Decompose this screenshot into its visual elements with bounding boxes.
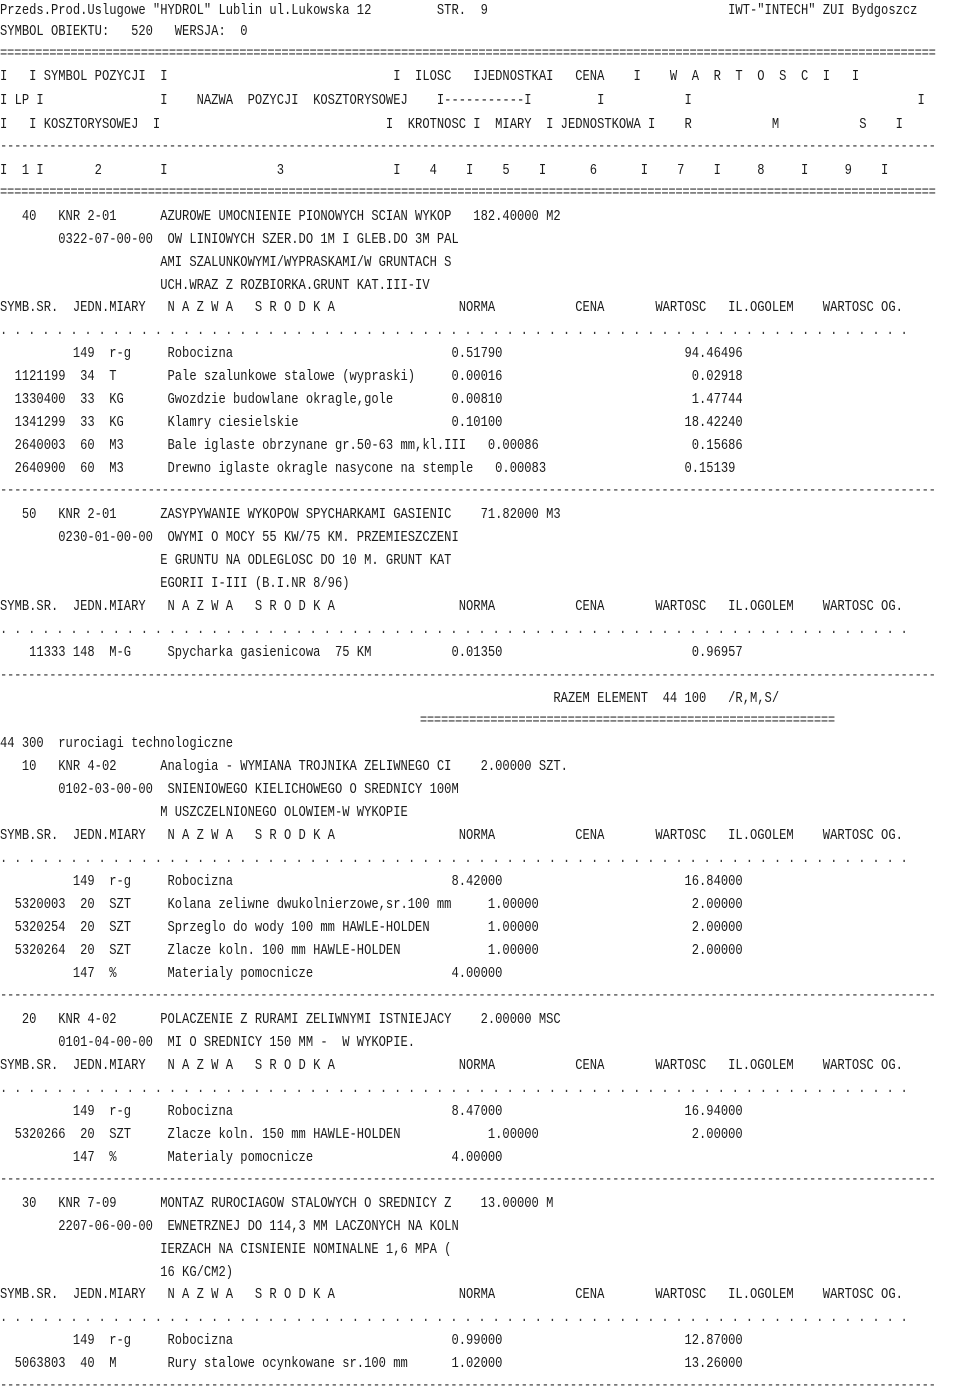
item-line: 40 KNR 2-01 AZUROWE UMOCNIENIE PIONOWYCH SCIAN WYKOP 182.40000 M2	[0, 209, 561, 225]
dotted-rule: . . . . . . . . . . . . . . . . . . . . . . . . . . . . . . . . . . . . . . . . . . . . . . . . . . . . . . . . . . . . . . . . .	[0, 1081, 908, 1097]
resource-row: 5320266 20 SZT Zlacze koln. 150 mm HAWLE-HOLDEN 1.00000 2.00000	[0, 1127, 743, 1143]
column-header: SYMB.SR. JEDN.MIARY N A Z W A S R O D K A NORMA CENA WARTOSC IL.OGOLEM WARTOSC OG.	[0, 1287, 903, 1303]
item-line: M USZCZELNIONEGO OLOWIEM-W WYKOPIE	[0, 805, 408, 821]
single-rule: -------------------------------------------------------------------------------------------------------------------------------------	[0, 1378, 936, 1394]
resource-row: 149 r-g Robocizna 0.99000 12.87000	[0, 1333, 743, 1349]
single-rule: -------------------------------------------------------------------------------------------------------------------------------------	[0, 483, 936, 499]
double-rule: =====================================================================================================================================	[0, 46, 936, 62]
resource-row: 5320254 20 SZT Sprzeglo do wody 100 mm HAWLE-HOLDEN 1.00000 2.00000	[0, 920, 743, 936]
double-rule: =====================================================================================================================================	[0, 185, 936, 201]
column-header: SYMB.SR. JEDN.MIARY N A Z W A S R O D K A NORMA CENA WARTOSC IL.OGOLEM WARTOSC OG.	[0, 828, 903, 844]
resource-row: 149 r-g Robocizna 8.42000 16.84000	[0, 874, 743, 890]
item-line: AMI SZALUNKOWYMI/WYPRASKAMI/W GRUNTACH S	[0, 255, 452, 271]
table-header-row-2: I LP I I NAZWA POZYCJI KOSZTORYSOWEJ I-----------I I I I	[0, 93, 925, 109]
header-line-2: SYMBOL OBIEKTU: 520 WERSJA: 0	[0, 24, 248, 40]
resource-row: 149 r-g Robocizna 8.47000 16.94000	[0, 1104, 743, 1120]
item-line: 0101-04-00-00 MI O SREDNICY 150 MM - W WYKOPIE.	[0, 1035, 416, 1051]
header-line-1: Przeds.Prod.Uslugowe "HYDROL" Lublin ul.Lukowska 12 STR. 9 IWT-"INTECH" ZUI Bydgoszcz	[0, 3, 918, 19]
table-header-row-1: I I SYMBOL POZYCJI I I ILOSC IJEDNOSTKAI CENA I W A R T O S C I I	[0, 69, 860, 85]
item-line: IERZACH NA CISNIENIE NOMINALNE 1,6 MPA (	[0, 1242, 452, 1258]
column-header: SYMB.SR. JEDN.MIARY N A Z W A S R O D K A NORMA CENA WARTOSC IL.OGOLEM WARTOSC OG.	[0, 599, 903, 615]
item-line: 20 KNR 4-02 POLACZENIE Z RURAMI ZELIWNYMI ISTNIEJACY 2.00000 MSC	[0, 1012, 561, 1028]
item-line: 50 KNR 2-01 ZASYPYWANIE WYKOPOW SPYCHARKAMI GASIENIC 71.82000 M3	[0, 507, 561, 523]
item-line: 2207-06-00-00 EWNETRZNEJ DO 114,3 MM LACZONYCH NA KOLN	[0, 1219, 459, 1235]
item-line: UCH.WRAZ Z ROZBIORKA.GRUNT KAT.III-IV	[0, 278, 430, 294]
resource-row: 1121199 34 T Pale szalunkowe stalowe (wypraski) 0.00016 0.02918	[0, 369, 743, 385]
dotted-rule: . . . . . . . . . . . . . . . . . . . . . . . . . . . . . . . . . . . . . . . . . . . . . . . . . . . . . . . . . . . . . . . . .	[0, 622, 908, 638]
resource-row: 1341299 33 KG Klamry ciesielskie 0.10100 18.42240	[0, 415, 743, 431]
single-rule: -------------------------------------------------------------------------------------------------------------------------------------	[0, 1172, 936, 1188]
item-line: 30 KNR 7-09 MONTAZ RUROCIAGOW STALOWYCH O SREDNICY Z 13.00000 M	[0, 1196, 554, 1212]
single-rule: -------------------------------------------------------------------------------------------------------------------------------------	[0, 668, 936, 684]
table-header-row-3: I I KOSZTORYSOWEJ I I KROTNOSC I MIARY I JEDNOSTKOWA I R M S I	[0, 117, 903, 133]
dotted-rule: . . . . . . . . . . . . . . . . . . . . . . . . . . . . . . . . . . . . . . . . . . . . . . . . . . . . . . . . . . . . . . . . .	[0, 851, 908, 867]
item-line: 0230-01-00-00 OWYMI O MOCY 55 KW/75 KM. PRZEMIESZCZENI	[0, 530, 459, 546]
section-title: 44 300 rurociagi technologiczne	[0, 736, 234, 752]
column-header: SYMB.SR. JEDN.MIARY N A Z W A S R O D K A NORMA CENA WARTOSC IL.OGOLEM WARTOSC OG.	[0, 300, 903, 316]
column-header: SYMB.SR. JEDN.MIARY N A Z W A S R O D K A NORMA CENA WARTOSC IL.OGOLEM WARTOSC OG.	[0, 1058, 903, 1074]
table-header-row-4: I 1 I 2 I 3 I 4 I 5 I 6 I 7 I 8 I 9 I	[0, 163, 889, 179]
item-line: E GRUNTU NA ODLEGLOSC DO 10 M. GRUNT KAT	[0, 553, 452, 569]
resource-row: 147 % Materialy pomocnicze 4.00000	[0, 1150, 503, 1166]
item-line: 0322-07-00-00 OW LINIOWYCH SZER.DO 1M I GLEB.DO 3M PAL	[0, 232, 459, 248]
single-rule: -------------------------------------------------------------------------------------------------------------------------------------	[0, 988, 936, 1004]
resource-row: 149 r-g Robocizna 0.51790 94.46496	[0, 346, 743, 362]
resource-row: 11333 148 M-G Spycharka gasienicowa 75 KM 0.01350 0.96957	[0, 645, 743, 661]
dotted-rule: . . . . . . . . . . . . . . . . . . . . . . . . . . . . . . . . . . . . . . . . . . . . . . . . . . . . . . . . . . . . . . . . .	[0, 1310, 908, 1326]
resource-row: 147 % Materialy pomocnicze 4.00000	[0, 966, 503, 982]
resource-row: 5320003 20 SZT Kolana zeliwne dwukolnierzowe,sr.100 mm 1.00000 2.00000	[0, 897, 743, 913]
resource-row: 5063803 40 M Rury stalowe ocynkowane sr.100 mm 1.02000 13.26000	[0, 1356, 743, 1372]
resource-row: 2640900 60 M3 Drewno iglaste okragle nasycone na stemple 0.00083 0.15139	[0, 461, 736, 477]
resource-row: 1330400 33 KG Gwozdzie budowlane okragle,gole 0.00810 1.47744	[0, 392, 743, 408]
item-line: 10 KNR 4-02 Analogia - WYMIANA TROJNIKA ZELIWNEGO CI 2.00000 SZT.	[0, 759, 568, 775]
single-rule: -------------------------------------------------------------------------------------------------------------------------------------	[0, 139, 936, 155]
item-line: 16 KG/CM2)	[0, 1265, 234, 1281]
dotted-rule: . . . . . . . . . . . . . . . . . . . . . . . . . . . . . . . . . . . . . . . . . . . . . . . . . . . . . . . . . . . . . . . . .	[0, 323, 908, 339]
resource-row: 2640003 60 M3 Bale iglaste obrzynane gr.50-63 mm,kl.III 0.00086 0.15686	[0, 438, 743, 454]
item-line: 0102-03-00-00 SNIENIOWEGO KIELICHOWEGO O SREDNICY 100M	[0, 782, 459, 798]
resource-row: 5320264 20 SZT Zlacze koln. 100 mm HAWLE-HOLDEN 1.00000 2.00000	[0, 943, 743, 959]
item-line: EGORII I-III (B.I.NR 8/96)	[0, 576, 350, 592]
element-total: RAZEM ELEMENT 44 100 /R,M,S/	[0, 691, 780, 707]
double-rule-short: ===========================================================	[419, 713, 835, 729]
